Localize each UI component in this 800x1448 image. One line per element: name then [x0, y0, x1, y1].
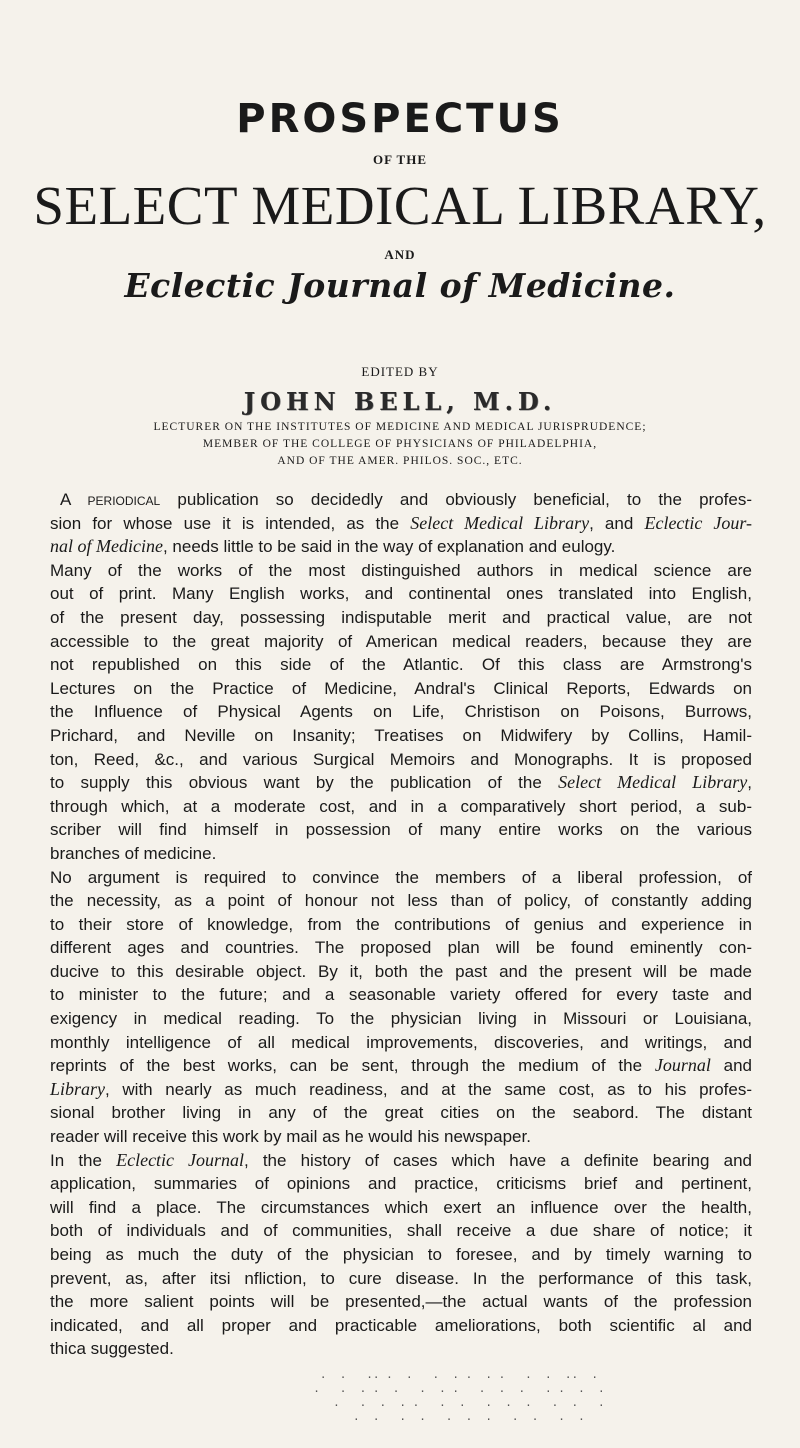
text-line: to minister to the future; and a seasonable variety offered for every taste and [50, 985, 752, 1005]
text-run: , with nearly as much readiness, and at the same cost, as to his profes- [105, 1079, 752, 1099]
text-line: out of print. Many English works, and continental ones translated into English, [50, 584, 752, 604]
text-line: the Influence of Physical Agents on Life, Christison on Poisons, Burrows, [50, 702, 752, 722]
editor-name: JOHN BELL, M.D. [243, 387, 557, 416]
editor-credit-line: AND OF THE AMER. PHILOS. SOC., ETC. [277, 455, 523, 467]
text-run: sion for whose use it is intended, as the [50, 513, 411, 533]
text-line: to their store of knowledge, from the contributions of genius and experience in [50, 914, 752, 934]
and-text: AND [384, 247, 416, 262]
text-line: different ages and countries. The proposed plan will be found eminently con- [50, 938, 752, 958]
italic-title: Eclectic Jour- [644, 512, 752, 533]
text-run: publication so decidedly and obviously beneficial, to the profes- [160, 490, 753, 509]
italic-title: Journal [654, 1055, 711, 1076]
text-line: Prichard, and Neville on Insanity; Treatises on Midwifery by Collins, Hamil- [50, 725, 752, 745]
text-run: , and [589, 513, 645, 533]
text-line [50, 512, 752, 536]
text-line: both of individuals and of communities, shall receive a due share of notice; it [50, 1221, 752, 1241]
text-run: , needs little to be said in the way of explanation and eulogy. [162, 537, 616, 557]
journal-subtitle: Eclectic Journal of Medicine. [124, 266, 676, 305]
text-line: indicated, and all proper and practicable ameliorations, both scientific al and [50, 1315, 752, 1335]
text-line: monthly intelligence of all medical improvements, discoveries, and writings, and [50, 1032, 752, 1052]
text-run: reprints of the best works, can be sent, through the medium of the [50, 1056, 655, 1076]
text-line: application, summaries of opinions and practice, criticisms brief and pertinent, [50, 1174, 752, 1194]
text-line: thica suggested. [50, 1339, 174, 1359]
text-line: the necessity, as a point of honour not less than of policy, of constantly adding [50, 891, 752, 911]
text-line: through which, at a moderate cost, and in a comparatively short period, a sub- [50, 796, 752, 816]
text-line: the more salient points will be presented,—the actual wants of the profession [50, 1292, 752, 1312]
body-text [50, 488, 752, 1361]
text-run: to supply this obvious want by the publication of the [50, 773, 559, 793]
text-run: and [710, 1056, 752, 1076]
text-line [50, 535, 752, 559]
prospectus-heading: PROSPECTUS [236, 96, 564, 142]
text-line: Many of the works of the most distinguished authors in medical science are [50, 560, 752, 580]
opening-words: A periodical [60, 490, 161, 509]
main-title: SELECT MEDICAL LIBRARY, [33, 175, 767, 236]
editor-credit-line: MEMBER OF THE COLLEGE OF PHYSICIANS OF PHILADELPHIA, [202, 438, 598, 450]
text-line [50, 1149, 752, 1173]
text-run: , the history of cases which have a definite bearing and [243, 1150, 753, 1170]
print-show-through-decoration: . . .. . . . . . . . . . .. . . . . . . . . . . . . . . . . . . . . . . . . . . . . . . . . . . . . . . . . [313, 1368, 605, 1423]
italic-title: Library [50, 1078, 106, 1099]
text-line [50, 771, 752, 795]
text-line: ducive to this desirable object. By it, both the past and the present will be made [50, 961, 752, 981]
text-line [50, 488, 752, 512]
italic-title: Select Medical Library [410, 512, 590, 533]
text-line: not republished on this side of the Atlantic. Of this class are Armstrong's [50, 655, 752, 675]
text-line: exigency in medical reading. To the physician living in Missouri or Louisiana, [50, 1009, 752, 1029]
text-line: reader will receive this work by mail as he would his newspaper. [50, 1127, 531, 1147]
italic-title: Select Medical Library [558, 772, 748, 793]
text-line: being as much the duty of the physician to foresee, and by timely warning to [50, 1245, 752, 1264]
text-run: In the [50, 1150, 117, 1170]
text-line: Lectures on the Practice of Medicine, Andral's Clinical Reports, Edwards on [50, 678, 752, 698]
text-line: sional brother living in any of the great cities on the seabord. The distant [50, 1103, 752, 1123]
italic-title: nal of Medicine [50, 536, 163, 557]
text-line: branches of medicine. [50, 843, 217, 863]
text-line: accessible to the great majority of American medical readers, because they are [50, 631, 752, 651]
of-the-text: OF THE [372, 152, 428, 167]
edited-by-text: EDITED BY [361, 364, 439, 379]
text-line: of the present day, possessing indisputable merit and practical value, are not [50, 607, 752, 627]
text-line: scriber will find himself in possession of many entire works on the various [50, 820, 752, 840]
text-line: will find a place. The circumstances which exert an influence over the health, [50, 1197, 752, 1217]
text-line: prevent, as, after itsi nfliction, to cure disease. In the performance of this task, [50, 1268, 752, 1288]
text-line [50, 1078, 752, 1102]
text-run: , [747, 773, 752, 793]
text-line [50, 1054, 752, 1078]
italic-title: Eclectic Journal [116, 1149, 244, 1170]
editor-credit-line: LECTURER ON THE INSTITUTES OF MEDICINE AND MEDICAL JURISPRUDENCE; [153, 421, 647, 433]
text-line: ton, Reed, &c., and various Surgical Memoirs and Monographs. It is proposed [50, 749, 752, 769]
text-line: No argument is required to convince the members of a liberal profession, of [50, 867, 752, 887]
